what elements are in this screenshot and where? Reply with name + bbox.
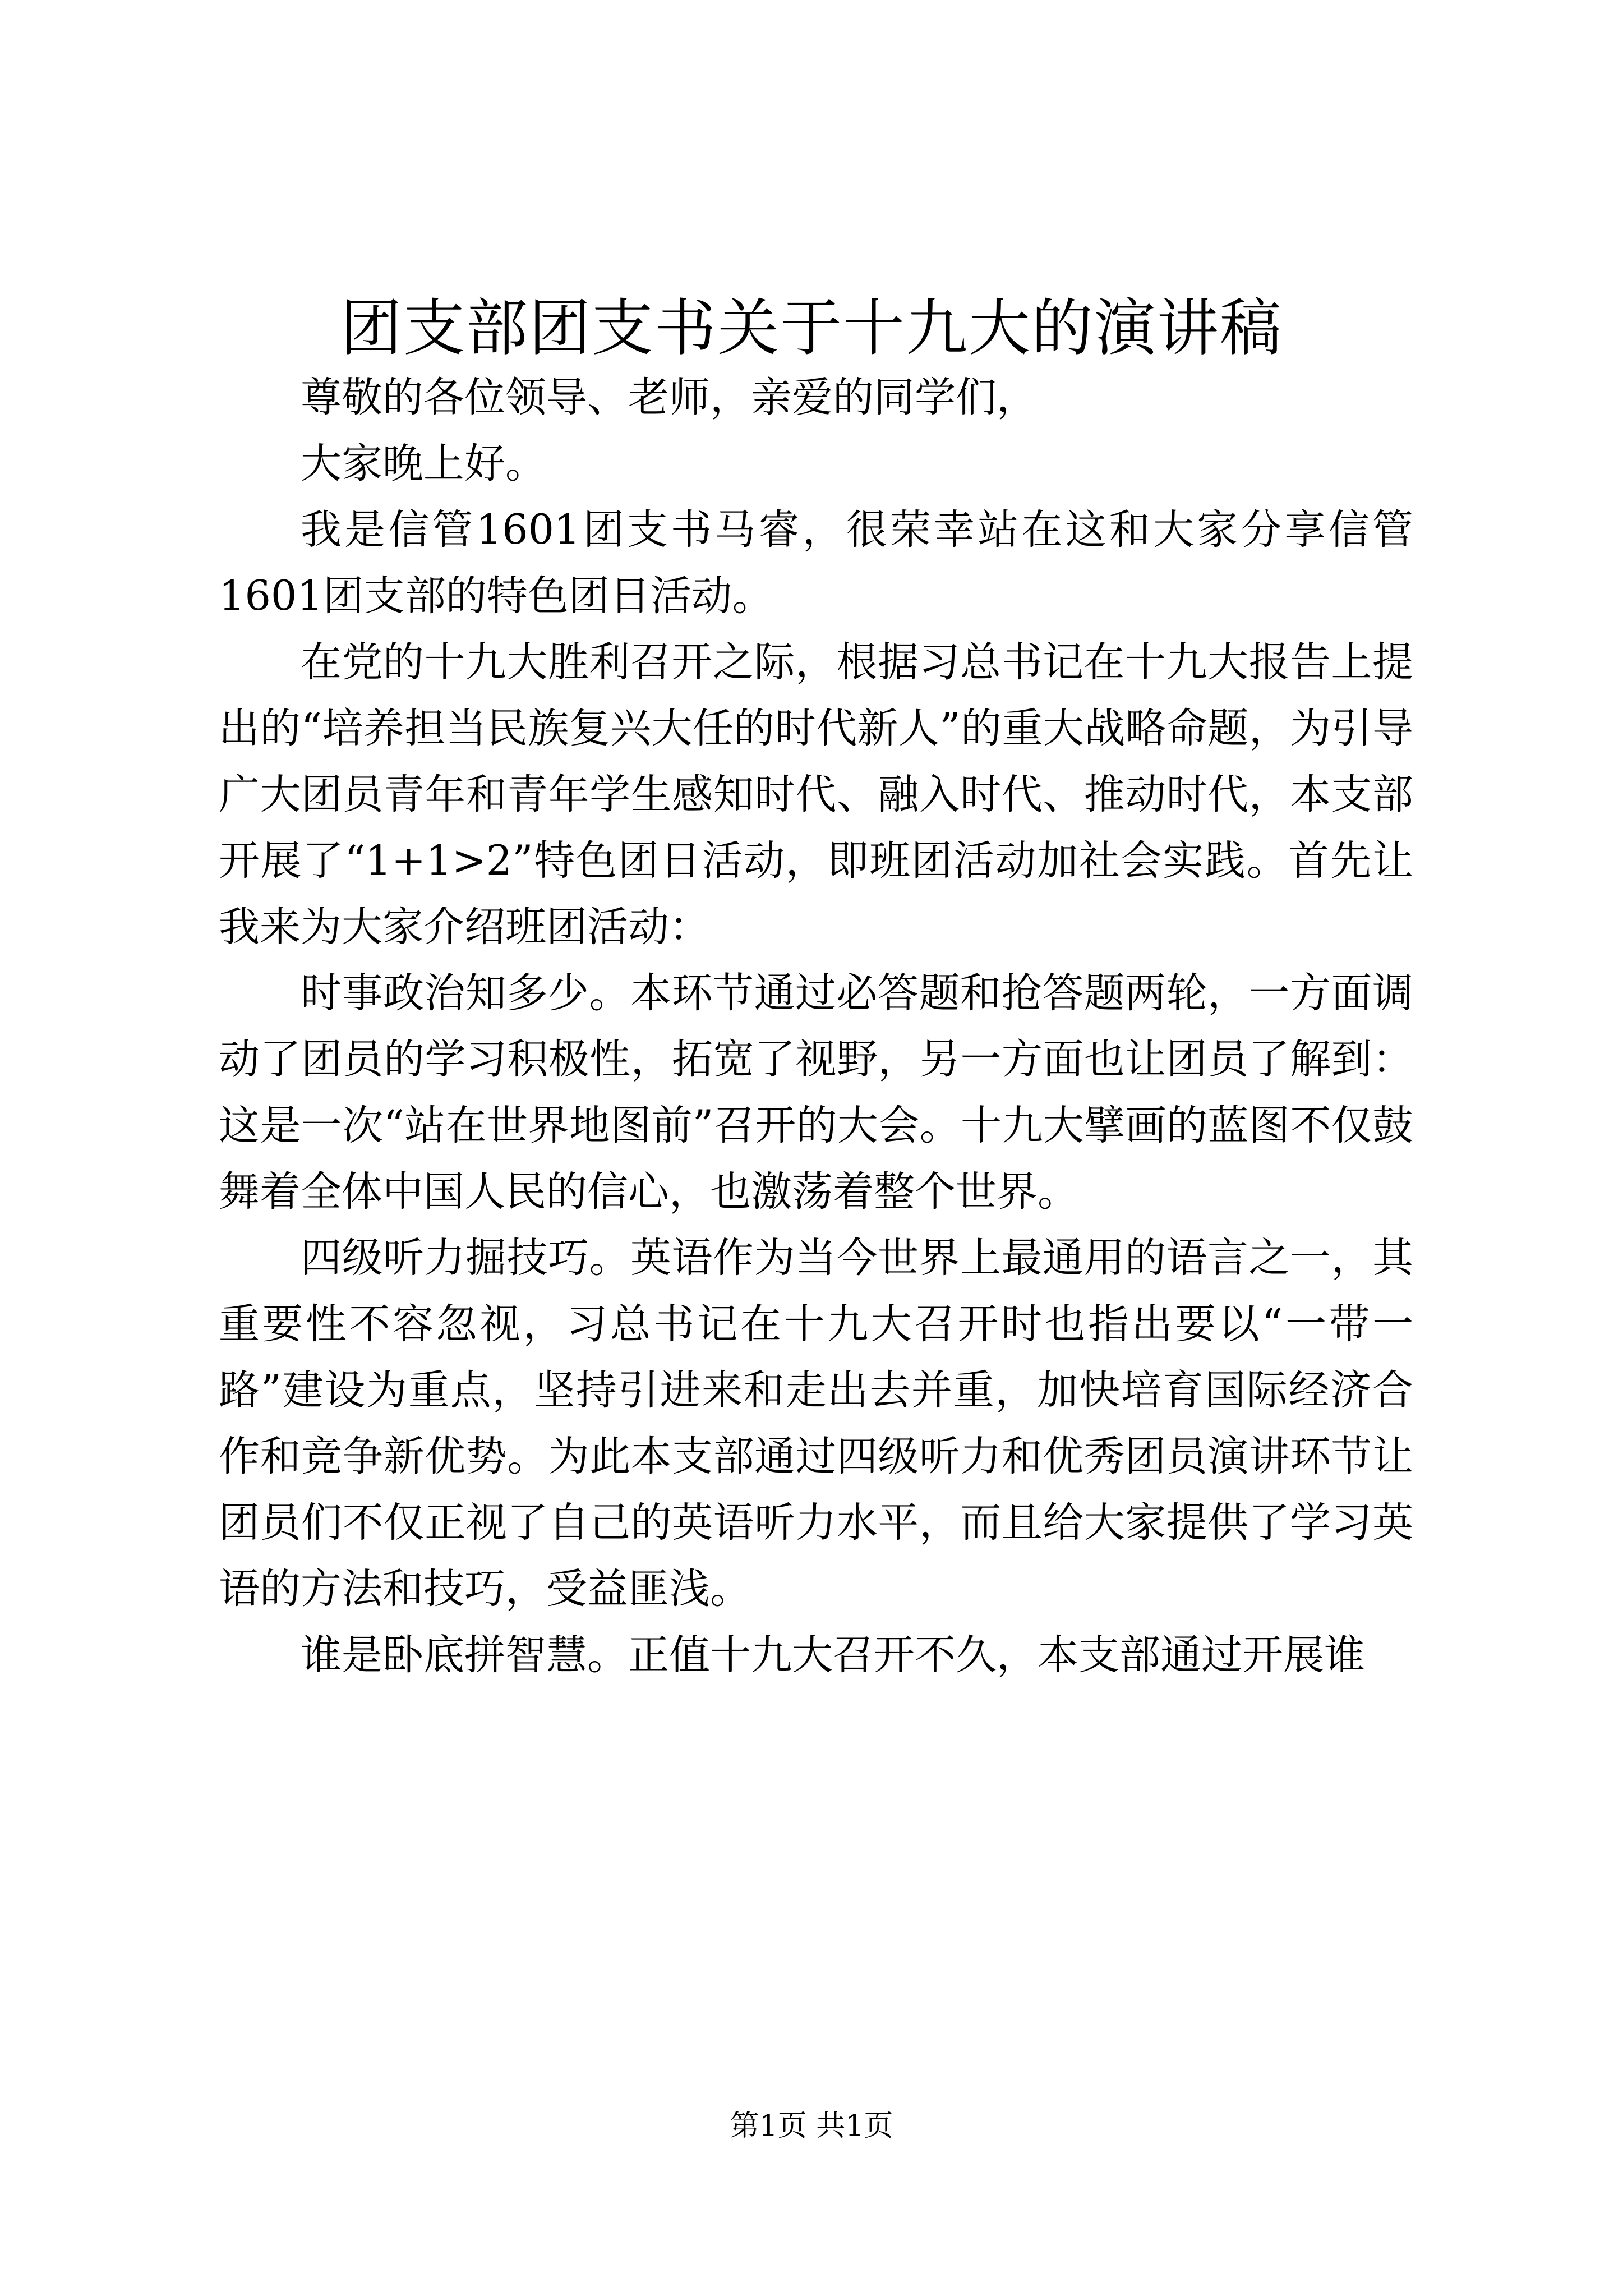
paragraph-salutation: 尊敬的各位领导、老师，亲爱的同学们，	[301, 374, 1038, 421]
paragraph-background: 在党的十九大胜利召开之际，根据习总书记在十九大报告上提出的“培养担当民族复兴大任的时代新人”的重大战略命题，为引导广大团员青年和青年学生感知时代、融入时代、推动时代，本支部开展了“1+1>2”特色团日活动，即班团活动加社会实践。首先让我来为大家介绍班团活动：	[219, 638, 1413, 951]
paragraph-current-affairs: 时事政治知多少。本环节通过必答题和抢答题两轮，一方面调动了团员的学习积极性，拓宽了视野，另一方面也让团员了解到：这是一次“站在世界地图前”召开的大会。十九大擘画的蓝图不仅鼓舞着全体中国人民的信心，也激荡着整个世界。	[219, 969, 1413, 1216]
paragraph-undercover-game: 谁是卧底拼智慧。正值十九大召开不久，本支部通过开展谁	[301, 1631, 1365, 1679]
paragraph-introduction: 我是信管1601团支书马睿，很荣幸站在这和大家分享信管1601团支部的特色团日活动。	[219, 506, 1413, 620]
document-title: 团支部团支书关于十九大的演讲稿	[340, 292, 1283, 364]
page-footer: 第1页 共1页	[730, 2109, 893, 2143]
paragraph-listening-skills: 四级听力掘技巧。英语作为当今世界上最通用的语言之一，其重要性不容忽视，习总书记在十九大召开时也指出要以“一带一路”建设为重点，坚持引进来和走出去并重，加快培育国际经济合作和竞争新优势。为此本支部通过四级听力和优秀团员演讲环节让团员们不仅正视了自己的英语听力水平，而且给大家提供了学习英语的方法和技巧，受益匪浅。	[219, 1234, 1413, 1613]
paragraph-greeting: 大家晚上好。	[301, 440, 546, 487]
document-body	[219, 365, 1413, 1688]
